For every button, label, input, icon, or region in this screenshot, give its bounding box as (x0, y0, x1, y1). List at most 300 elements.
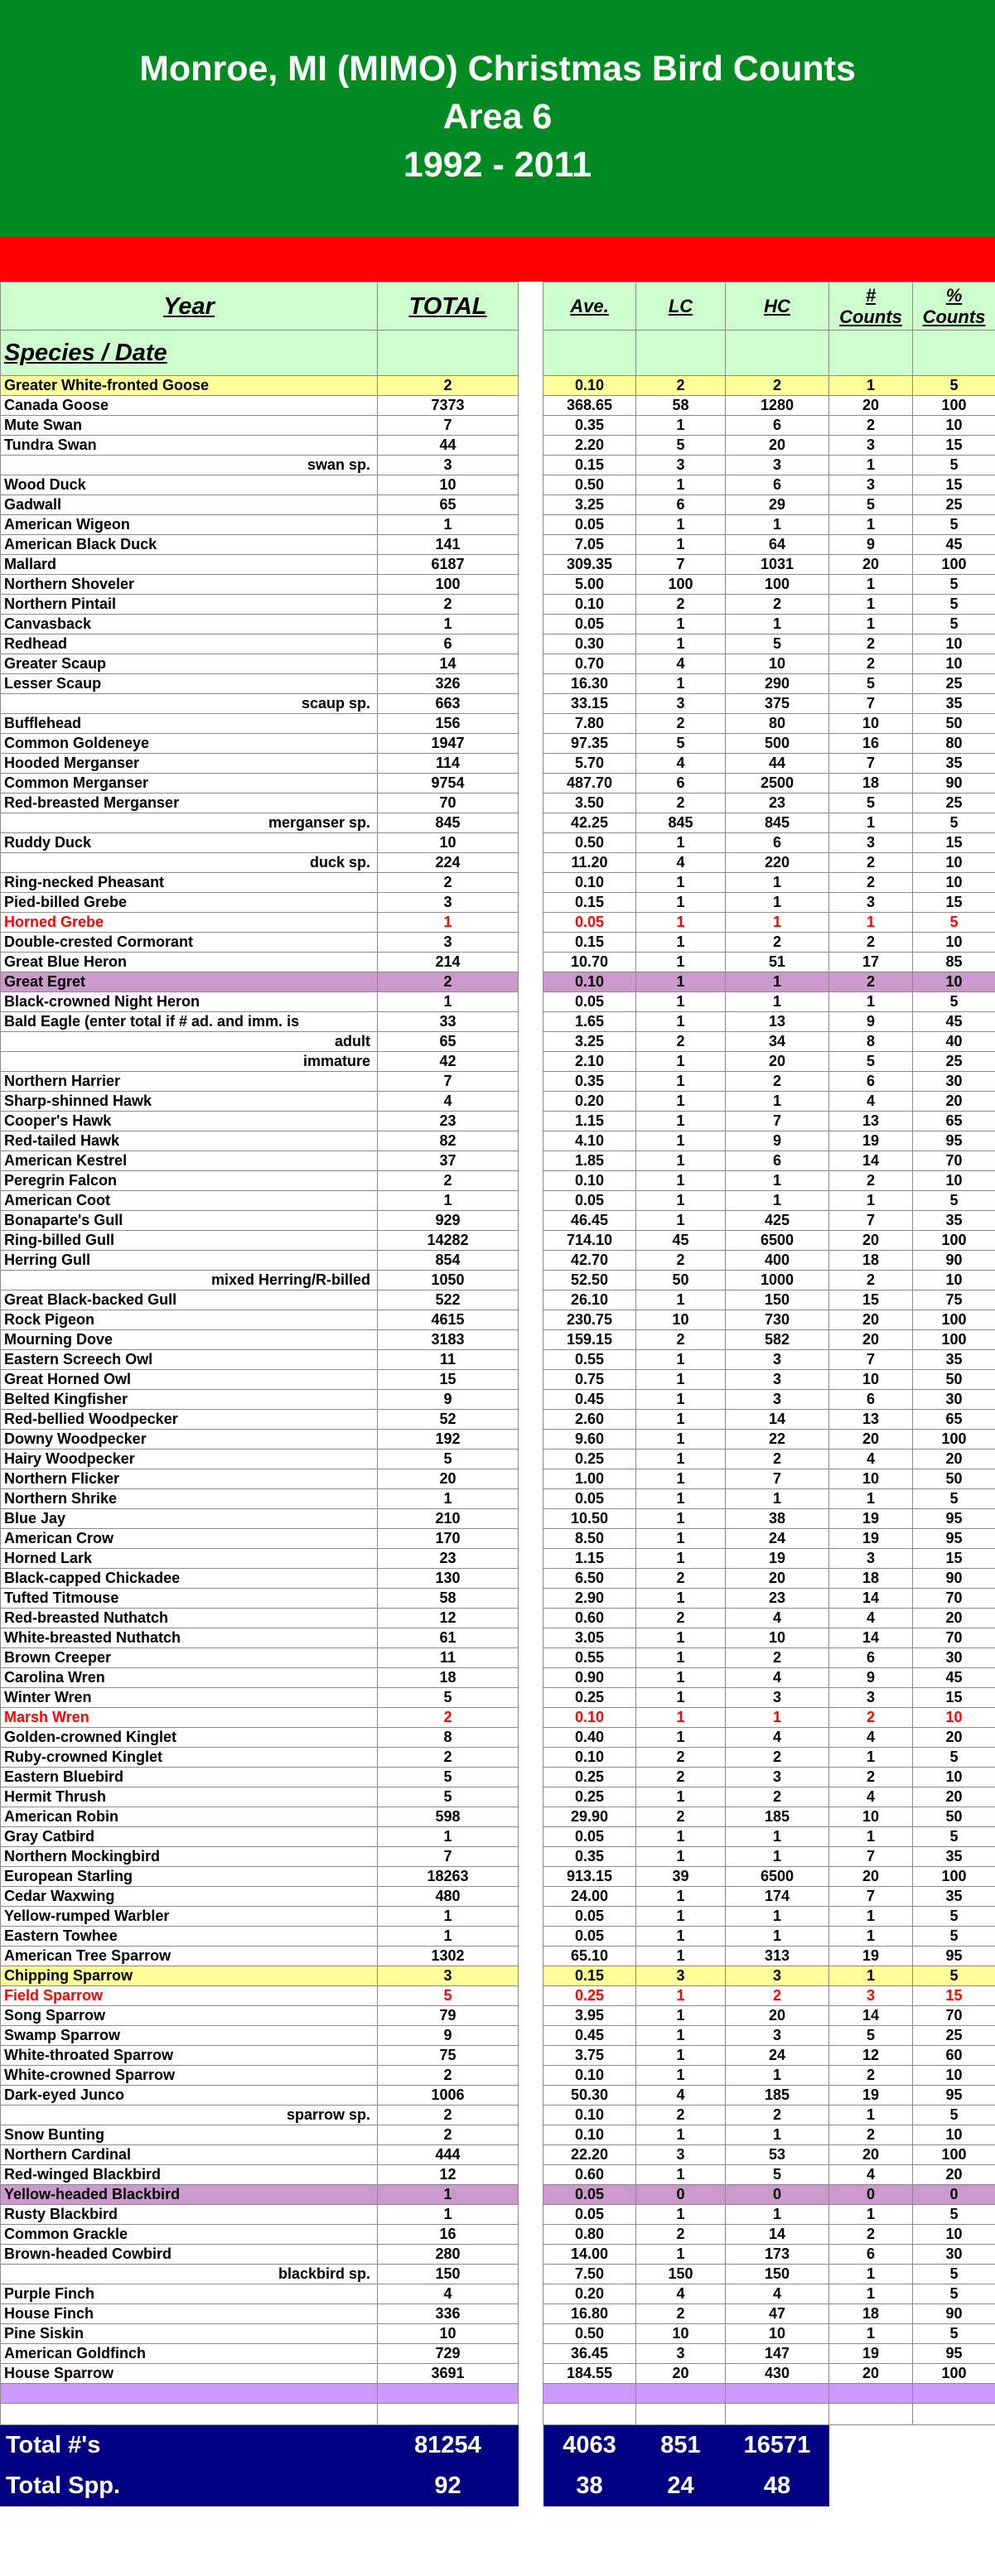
species-ave: 0.90 (543, 1668, 636, 1688)
header-hc: HC (726, 282, 829, 330)
species-hc: 20 (726, 436, 829, 456)
species-counts: 1 (829, 515, 913, 535)
species-total: 18263 (378, 1867, 519, 1887)
species-total: 23 (378, 1549, 519, 1569)
species-hc: 1280 (726, 396, 829, 416)
species-hc: 22 (726, 1430, 829, 1450)
species-total: 9 (378, 1390, 519, 1410)
column-gap (519, 2165, 543, 2185)
species-total: 7 (378, 1072, 519, 1092)
species-pct-counts: 10 (913, 1271, 995, 1290)
species-pct-counts: 30 (913, 1648, 995, 1668)
table-row (1, 2145, 995, 2165)
species-counts: 14 (829, 1628, 913, 1648)
species-ave: 0.30 (543, 634, 636, 654)
species-lc: 2 (636, 1569, 726, 1589)
species-lc: 2 (636, 794, 726, 813)
species-hc: 313 (726, 1946, 829, 1966)
species-hc: 220 (726, 853, 829, 873)
species-counts: 9 (829, 535, 913, 555)
species-lc: 1 (636, 2006, 726, 2026)
column-gap (519, 2404, 543, 2425)
species-counts: 2 (829, 1271, 913, 1290)
species-pct-counts: 5 (913, 2284, 995, 2304)
species-ave: 0.10 (543, 2125, 636, 2145)
species-name: Bufflehead (1, 714, 378, 734)
species-lc: 1 (636, 933, 726, 953)
empty-cell (913, 2384, 995, 2404)
species-counts: 2 (829, 933, 913, 953)
species-lc: 2 (636, 1251, 726, 1271)
column-gap (519, 2425, 543, 2466)
total-species-hc: 48 (726, 2466, 829, 2506)
species-name: White-breasted Nuthatch (1, 1628, 378, 1648)
species-hc: 1 (726, 913, 829, 933)
species-name: Wood Duck (1, 475, 378, 495)
column-gap (519, 634, 543, 654)
column-gap (519, 282, 543, 330)
species-counts: 10 (829, 714, 913, 734)
empty-cell (726, 330, 829, 376)
species-lc: 4 (636, 853, 726, 873)
header-counts-symbol: # (865, 284, 877, 306)
species-total: 10 (378, 833, 519, 853)
species-name: Canada Goose (1, 396, 378, 416)
column-gap (519, 615, 543, 634)
column-gap (519, 2225, 543, 2245)
species-pct-counts: 5 (913, 595, 995, 615)
species-ave: 0.25 (543, 1787, 636, 1807)
species-total: 141 (378, 535, 519, 555)
species-pct-counts: 100 (913, 555, 995, 575)
species-counts: 2 (829, 2225, 913, 2245)
species-hc: 2 (726, 1648, 829, 1668)
column-gap (519, 1847, 543, 1867)
table-row (1, 1410, 995, 1430)
table-row (1, 2006, 995, 2026)
species-total: 6 (378, 634, 519, 654)
species-pct-counts: 15 (913, 1986, 995, 2006)
species-name: Rusty Blackbird (1, 2205, 378, 2225)
column-gap (519, 1410, 543, 1430)
species-counts: 4 (829, 2165, 913, 2185)
species-counts: 13 (829, 1112, 913, 1131)
species-total: 6187 (378, 555, 519, 575)
species-ave: 3.05 (543, 1628, 636, 1648)
column-gap (519, 1092, 543, 1112)
species-total: 1 (378, 1907, 519, 1927)
table-row (1, 853, 995, 873)
table-row (1, 754, 995, 774)
species-hc: 6 (726, 475, 829, 495)
table-row (1, 1867, 995, 1887)
species-pct-counts: 5 (913, 913, 995, 933)
species-total: 1 (378, 515, 519, 535)
species-hc: 400 (726, 1251, 829, 1271)
species-name: Winter Wren (1, 1688, 378, 1708)
column-gap (519, 893, 543, 913)
table-row (1, 774, 995, 794)
species-hc: 730 (726, 1310, 829, 1330)
species-ave: 0.10 (543, 376, 636, 396)
species-counts: 1 (829, 615, 913, 634)
total-count-label: Total #'s (1, 2425, 378, 2466)
column-gap (519, 456, 543, 475)
species-pct-counts: 5 (913, 1489, 995, 1509)
species-lc: 1 (636, 913, 726, 933)
species-pct-counts: 75 (913, 1290, 995, 1310)
empty-cell (543, 2384, 636, 2404)
table-row (1, 1032, 995, 1052)
species-hc: 375 (726, 694, 829, 714)
header-ave: Ave. (543, 282, 636, 330)
column-gap (519, 1171, 543, 1191)
species-lc: 1 (636, 1946, 726, 1966)
species-pct-counts: 50 (913, 714, 995, 734)
table-row (1, 913, 995, 933)
column-gap (519, 1668, 543, 1688)
table-row (1, 1251, 995, 1271)
species-ave: 0.45 (543, 2026, 636, 2046)
species-total: 100 (378, 575, 519, 595)
species-lc: 2 (636, 1748, 726, 1768)
species-counts: 19 (829, 1131, 913, 1151)
species-counts: 7 (829, 1211, 913, 1231)
species-lc: 1 (636, 634, 726, 654)
species-lc: 1 (636, 2026, 726, 2046)
species-total: 214 (378, 953, 519, 972)
species-ave: 0.05 (543, 992, 636, 1012)
column-gap (519, 1430, 543, 1450)
species-hc: 44 (726, 754, 829, 774)
species-counts: 4 (829, 1609, 913, 1628)
title-banner (0, 0, 995, 237)
species-ave: 0.05 (543, 913, 636, 933)
column-gap (519, 1151, 543, 1171)
table-row (1, 1489, 995, 1509)
species-ave: 5.70 (543, 754, 636, 774)
empty-cell (829, 2466, 913, 2506)
species-total: 16 (378, 2225, 519, 2245)
empty-cell (378, 330, 519, 376)
species-hc: 290 (726, 674, 829, 694)
column-gap (519, 1986, 543, 2006)
species-ave: 3.50 (543, 794, 636, 813)
species-ave: 7.05 (543, 535, 636, 555)
species-counts: 4 (829, 1450, 913, 1469)
table-row (1, 2304, 995, 2324)
header-counts (829, 282, 913, 330)
species-lc: 0 (636, 2185, 726, 2205)
species-lc: 1 (636, 2245, 726, 2265)
table-row (1, 2026, 995, 2046)
table-row (1, 1927, 995, 1946)
species-pct-counts: 50 (913, 1370, 995, 1390)
species-name: merganser sp. (1, 813, 378, 833)
column-gap (519, 2046, 543, 2066)
table-row (1, 992, 995, 1012)
species-ave: 16.80 (543, 2304, 636, 2324)
species-name: Black-capped Chickadee (1, 1569, 378, 1589)
species-lc: 1 (636, 1390, 726, 1410)
species-pct-counts: 70 (913, 2006, 995, 2026)
empty-cell (829, 2384, 913, 2404)
species-total: 8 (378, 1728, 519, 1748)
table-row (1, 396, 995, 416)
species-pct-counts: 100 (913, 1430, 995, 1450)
species-pct-counts: 0 (913, 2185, 995, 2205)
species-total: 10 (378, 475, 519, 495)
column-header-row (1, 282, 995, 330)
species-ave: 22.20 (543, 2145, 636, 2165)
table-row (1, 1509, 995, 1529)
species-hc: 3 (726, 1688, 829, 1708)
species-lc: 1 (636, 535, 726, 555)
species-counts: 2 (829, 416, 913, 436)
species-hc: 20 (726, 1569, 829, 1589)
species-ave: 2.60 (543, 1410, 636, 1430)
species-counts: 6 (829, 1648, 913, 1668)
column-gap (519, 1469, 543, 1489)
species-total: 2 (378, 873, 519, 893)
species-pct-counts: 95 (913, 1529, 995, 1549)
species-total: 52 (378, 1410, 519, 1430)
header-total: TOTAL (378, 282, 519, 330)
species-name: Pied-billed Grebe (1, 893, 378, 913)
species-ave: 0.50 (543, 475, 636, 495)
species-total: 79 (378, 2006, 519, 2026)
column-gap (519, 1609, 543, 1628)
column-gap (519, 376, 543, 396)
species-ave: 0.55 (543, 1648, 636, 1668)
empty-cell (1, 2404, 378, 2425)
species-counts: 1 (829, 2265, 913, 2284)
species-hc: 500 (726, 734, 829, 754)
species-lc: 1 (636, 1589, 726, 1609)
table-row (1, 1708, 995, 1728)
species-lc: 1 (636, 1787, 726, 1807)
species-pct-counts: 5 (913, 1748, 995, 1768)
species-pct-counts: 15 (913, 436, 995, 456)
species-hc: 24 (726, 2046, 829, 2066)
species-ave: 0.15 (543, 893, 636, 913)
species-pct-counts: 65 (913, 1410, 995, 1430)
header-year: Year (1, 282, 378, 330)
empty-cell (829, 2425, 913, 2466)
column-gap (519, 1748, 543, 1768)
column-gap (519, 416, 543, 436)
species-name: Field Sparrow (1, 1986, 378, 2006)
species-name: Herring Gull (1, 1251, 378, 1271)
table-row (1, 734, 995, 754)
species-name: Rock Pigeon (1, 1310, 378, 1330)
species-lc: 2 (636, 2106, 726, 2125)
species-lc: 2 (636, 595, 726, 615)
table-row (1, 1847, 995, 1867)
column-gap (519, 734, 543, 754)
species-lc: 1 (636, 475, 726, 495)
species-lc: 2 (636, 1807, 726, 1827)
column-gap (519, 2086, 543, 2106)
column-gap (519, 1450, 543, 1469)
table-row (1, 1609, 995, 1628)
column-gap (519, 1211, 543, 1231)
species-counts: 1 (829, 456, 913, 475)
species-lc: 1 (636, 1469, 726, 1489)
species-hc: 0 (726, 2185, 829, 2205)
species-name: Eastern Screech Owl (1, 1350, 378, 1370)
species-name: duck sp. (1, 853, 378, 873)
table-row (1, 615, 995, 634)
species-hc: 3 (726, 1768, 829, 1787)
column-gap (519, 475, 543, 495)
species-name: Ring-necked Pheasant (1, 873, 378, 893)
species-lc: 1 (636, 1907, 726, 1927)
header-pct-label: Counts (922, 306, 986, 327)
empty-cell (726, 2404, 829, 2425)
species-lc: 1 (636, 1927, 726, 1946)
species-total: 65 (378, 495, 519, 515)
column-gap (519, 654, 543, 674)
species-ave: 3.25 (543, 1032, 636, 1052)
species-name: Northern Harrier (1, 1072, 378, 1092)
species-name: Great Horned Owl (1, 1370, 378, 1390)
species-lc: 1 (636, 873, 726, 893)
species-lc: 1 (636, 1410, 726, 1430)
species-hc: 2 (726, 2106, 829, 2125)
species-pct-counts: 45 (913, 535, 995, 555)
species-counts: 19 (829, 1509, 913, 1529)
species-name: Dark-eyed Junco (1, 2086, 378, 2106)
species-pct-counts: 15 (913, 1688, 995, 1708)
column-gap (519, 1927, 543, 1946)
species-hc: 2 (726, 1072, 829, 1092)
separator-row (1, 2384, 995, 2404)
species-lc: 1 (636, 1887, 726, 1907)
column-gap (519, 2145, 543, 2165)
species-lc: 2 (636, 376, 726, 396)
species-lc: 1 (636, 1648, 726, 1668)
species-hc: 10 (726, 1628, 829, 1648)
species-hc: 147 (726, 2344, 829, 2364)
species-name: Ruby-crowned Kinglet (1, 1748, 378, 1768)
species-lc: 1 (636, 1708, 726, 1728)
species-pct-counts: 100 (913, 396, 995, 416)
species-lc: 1 (636, 972, 726, 992)
species-counts: 2 (829, 972, 913, 992)
species-lc: 1 (636, 833, 726, 853)
bird-count-table (0, 282, 995, 2506)
species-name: American Coot (1, 1191, 378, 1211)
species-ave: 5.00 (543, 575, 636, 595)
species-hc: 1000 (726, 1271, 829, 1290)
species-counts: 1 (829, 2205, 913, 2225)
species-counts: 18 (829, 1569, 913, 1589)
species-pct-counts: 65 (913, 1112, 995, 1131)
table-row (1, 2364, 995, 2384)
species-hc: 20 (726, 2006, 829, 2026)
species-name: adult (1, 1032, 378, 1052)
species-pct-counts: 50 (913, 1807, 995, 1827)
species-counts: 14 (829, 1151, 913, 1171)
column-gap (519, 2245, 543, 2265)
column-gap (519, 1251, 543, 1271)
column-gap (519, 1907, 543, 1927)
table-row (1, 2225, 995, 2245)
species-lc: 2 (636, 1609, 726, 1628)
species-counts: 14 (829, 2006, 913, 2026)
species-name: Mallard (1, 555, 378, 575)
species-counts: 20 (829, 2364, 913, 2384)
species-ave: 0.40 (543, 1728, 636, 1748)
column-gap (519, 1310, 543, 1330)
species-lc: 100 (636, 575, 726, 595)
species-counts: 1 (829, 913, 913, 933)
species-counts: 19 (829, 2086, 913, 2106)
species-pct-counts: 90 (913, 1251, 995, 1271)
species-hc: 1 (726, 1171, 829, 1191)
species-total: 444 (378, 2145, 519, 2165)
species-total: 170 (378, 1529, 519, 1549)
species-lc: 1 (636, 1052, 726, 1072)
species-counts: 2 (829, 1708, 913, 1728)
species-lc: 1 (636, 615, 726, 634)
species-name: Red-breasted Nuthatch (1, 1609, 378, 1628)
species-name: White-crowned Sparrow (1, 2066, 378, 2086)
species-ave: 50.30 (543, 2086, 636, 2106)
species-hc: 20 (726, 1052, 829, 1072)
species-lc: 1 (636, 1131, 726, 1151)
species-counts: 17 (829, 953, 913, 972)
species-counts: 10 (829, 1370, 913, 1390)
species-name: Common Goldeneye (1, 734, 378, 754)
species-name: Pine Siskin (1, 2324, 378, 2344)
table-row (1, 1628, 995, 1648)
species-hc: 6500 (726, 1867, 829, 1887)
species-counts: 7 (829, 694, 913, 714)
species-counts: 4 (829, 1728, 913, 1748)
species-lc: 1 (636, 2046, 726, 2066)
table-row (1, 873, 995, 893)
header-lc: LC (636, 282, 726, 330)
species-ave: 0.05 (543, 1827, 636, 1847)
table-row (1, 972, 995, 992)
species-ave: 46.45 (543, 1211, 636, 1231)
species-hc: 1031 (726, 555, 829, 575)
species-lc: 50 (636, 1271, 726, 1290)
table-row (1, 1092, 995, 1112)
title-line-3: 1992 - 2011 (403, 145, 592, 185)
species-pct-counts: 10 (913, 2066, 995, 2086)
species-pct-counts: 5 (913, 1927, 995, 1946)
species-ave: 487.70 (543, 774, 636, 794)
species-counts: 2 (829, 2125, 913, 2145)
species-name: Bald Eagle (enter total if # ad. and imm. is (1, 1012, 378, 1032)
species-lc: 2 (636, 714, 726, 734)
species-pct-counts: 20 (913, 1787, 995, 1807)
species-total: 14282 (378, 1231, 519, 1251)
species-hc: 4 (726, 2284, 829, 2304)
column-gap (519, 1012, 543, 1032)
column-gap (519, 1112, 543, 1131)
species-pct-counts: 25 (913, 2026, 995, 2046)
species-lc: 7 (636, 555, 726, 575)
species-total: 44 (378, 436, 519, 456)
species-ave: 0.25 (543, 1986, 636, 2006)
species-lc: 2 (636, 1768, 726, 1787)
species-counts: 2 (829, 2066, 913, 2086)
species-ave: 0.05 (543, 2205, 636, 2225)
